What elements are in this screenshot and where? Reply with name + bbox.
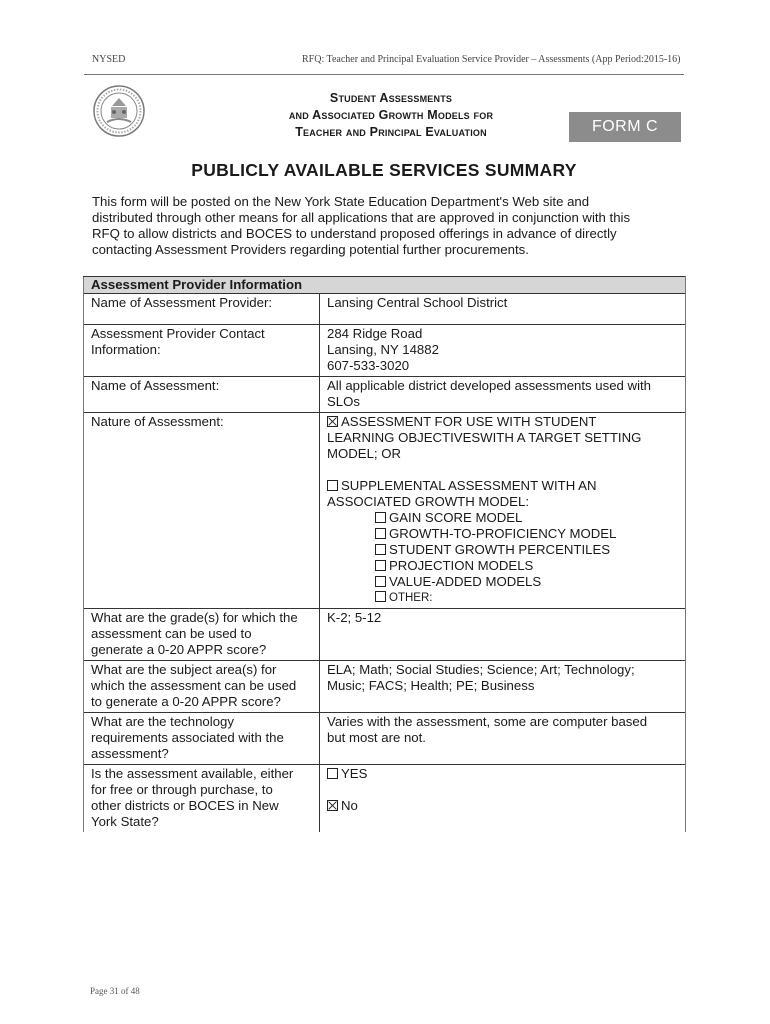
checkbox-empty-icon[interactable]: [375, 591, 386, 602]
nature-label: Nature of Assessment:: [84, 413, 320, 609]
table-row: [84, 713, 686, 765]
table-row: [84, 609, 686, 661]
spacer: [327, 782, 679, 798]
grades-label: [84, 609, 320, 661]
new-york-state-seal-icon: [92, 84, 146, 138]
contact-phone: 607-533-3020: [327, 358, 410, 373]
technology-value: [320, 713, 686, 765]
technology-label-line: assessment?: [91, 746, 169, 761]
availability-yes-label: YES: [341, 766, 368, 781]
nature-option-slo-line: LEARNING OBJECTIVESWITH A TARGET SETTING: [327, 430, 642, 445]
contact-city: Lansing, NY 14882: [327, 342, 439, 357]
section-header: Assessment Provider Information: [84, 277, 686, 294]
intro-line: contacting Assessment Providers regarding potential further procurements.: [92, 242, 529, 257]
growth-model-label: GROWTH-TO-PROFICIENCY MODEL: [389, 526, 617, 541]
grades-value: K-2; 5-12: [320, 609, 686, 661]
growth-model-label: PROJECTION MODELS: [389, 558, 534, 573]
form-title-line-2: and Associated Growth Models for: [288, 108, 494, 122]
contact-label-line: Assessment Provider Contact: [91, 326, 265, 341]
contact-label: [84, 325, 320, 377]
technology-value-line: Varies with the assessment, some are computer based: [327, 714, 648, 729]
availability-label: [84, 765, 320, 833]
header-rule: [84, 74, 684, 75]
availability-value: [320, 765, 686, 833]
checkbox-empty-icon[interactable]: [327, 768, 338, 779]
availability-label-line: Is the assessment available, either: [91, 766, 294, 781]
growth-model-label: GAIN SCORE MODEL: [389, 510, 523, 525]
subjects-label-line: What are the subject area(s) for: [91, 662, 277, 677]
availability-no-label: No: [341, 798, 358, 813]
nature-option-slo-line: MODEL; OR: [327, 446, 402, 461]
contact-label-line: Information:: [91, 342, 161, 357]
nature-value: [320, 413, 686, 609]
nature-option-supplemental-line: SUPPLEMENTAL ASSESSMENT WITH AN: [341, 478, 597, 493]
nature-option-slo-line: ASSESSMENT FOR USE WITH STUDENT: [341, 414, 597, 429]
grades-label-line: What are the grade(s) for which the: [91, 610, 298, 625]
technology-value-line: but most are not.: [327, 730, 426, 745]
nature-option-supplemental: [327, 478, 679, 494]
intro-line: distributed through other means for all applications that are approved in conjunction with this: [92, 210, 631, 225]
page-number: Page 31 of 48: [90, 986, 140, 996]
availability-yes-option: [327, 766, 679, 782]
technology-label-line: What are the technology: [91, 714, 234, 729]
assessment-name-line: SLOs: [327, 394, 360, 409]
table-row: [84, 294, 686, 325]
growth-model-label: OTHER:: [389, 592, 433, 604]
subjects-label-line: which the assessment can be used: [91, 678, 297, 693]
provider-info-table: [83, 276, 686, 832]
subjects-value-line: ELA; Math; Social Studies; Science; Art; Technology;: [327, 662, 635, 677]
subjects-value: [320, 661, 686, 713]
checkbox-empty-icon[interactable]: [375, 560, 386, 571]
table-row: [84, 661, 686, 713]
availability-no-option: [327, 798, 679, 814]
growth-model-label: VALUE-ADDED MODELS: [389, 574, 542, 589]
form-title-block: [256, 90, 526, 141]
form-title-line-3: Teacher and Principal Evaluation: [295, 125, 487, 139]
subjects-label-line: to generate a 0-20 APPR score?: [91, 694, 281, 709]
spacer: [327, 462, 679, 478]
technology-label: [84, 713, 320, 765]
table-row: [84, 325, 686, 377]
nature-option-supplemental-line: ASSOCIATED GROWTH MODEL:: [327, 494, 529, 509]
checkbox-checked-icon[interactable]: [327, 416, 338, 427]
assessment-name-line: All applicable district developed assessments used with: [327, 378, 651, 393]
checkbox-empty-icon[interactable]: [375, 528, 386, 539]
table-row: [84, 765, 686, 833]
intro-line: RFQ to allow districts and BOCES to understand proposed offerings in advance of directly: [92, 226, 617, 241]
contact-address: 284 Ridge Road: [327, 326, 423, 341]
growth-model-option: [327, 590, 679, 606]
technology-label-line: requirements associated with the: [91, 730, 284, 745]
availability-label-line: for free or through purchase, to: [91, 782, 273, 797]
provider-name-value: Lansing Central School District: [320, 294, 686, 325]
header-agency: NYSED: [92, 54, 126, 65]
intro-line: This form will be posted on the New York State Education Department's Web site and: [92, 194, 590, 209]
checkbox-empty-icon[interactable]: [375, 512, 386, 523]
growth-model-label: STUDENT GROWTH PERCENTILES: [389, 542, 611, 557]
contact-value: [320, 325, 686, 377]
subjects-value-line: Music; FACS; Health; PE; Business: [327, 678, 535, 693]
growth-model-option: [327, 574, 679, 590]
checkbox-checked-icon[interactable]: [327, 800, 338, 811]
form-title-line-1: Student Assessments: [329, 91, 453, 105]
assessment-name-value: [320, 377, 686, 413]
growth-model-option: [327, 510, 679, 526]
growth-model-option: [327, 558, 679, 574]
intro-paragraph: [92, 194, 692, 258]
nature-option-slo: [327, 414, 679, 430]
provider-name-label: Name of Assessment Provider:: [84, 294, 320, 325]
checkbox-empty-icon[interactable]: [375, 544, 386, 555]
table-row: [84, 377, 686, 413]
assessment-name-label: Name of Assessment:: [84, 377, 320, 413]
subjects-label: [84, 661, 320, 713]
grades-label-line: generate a 0-20 APPR score?: [91, 642, 267, 657]
checkbox-empty-icon[interactable]: [327, 480, 338, 491]
availability-label-line: other districts or BOCES in New: [91, 798, 279, 813]
form-c-badge: FORM C: [569, 112, 681, 142]
grades-label-line: assessment can be used to: [91, 626, 252, 641]
header-rfq-title: RFQ: Teacher and Principal Evaluation Service Provider – Assessments (App Period:2015-16): [302, 54, 681, 65]
growth-model-option: [327, 526, 679, 542]
page-title: PUBLICLY AVAILABLE SERVICES SUMMARY: [191, 160, 577, 180]
table-row: [84, 413, 686, 609]
checkbox-empty-icon[interactable]: [375, 576, 386, 587]
availability-label-line: York State?: [91, 814, 159, 829]
growth-model-option: [327, 542, 679, 558]
